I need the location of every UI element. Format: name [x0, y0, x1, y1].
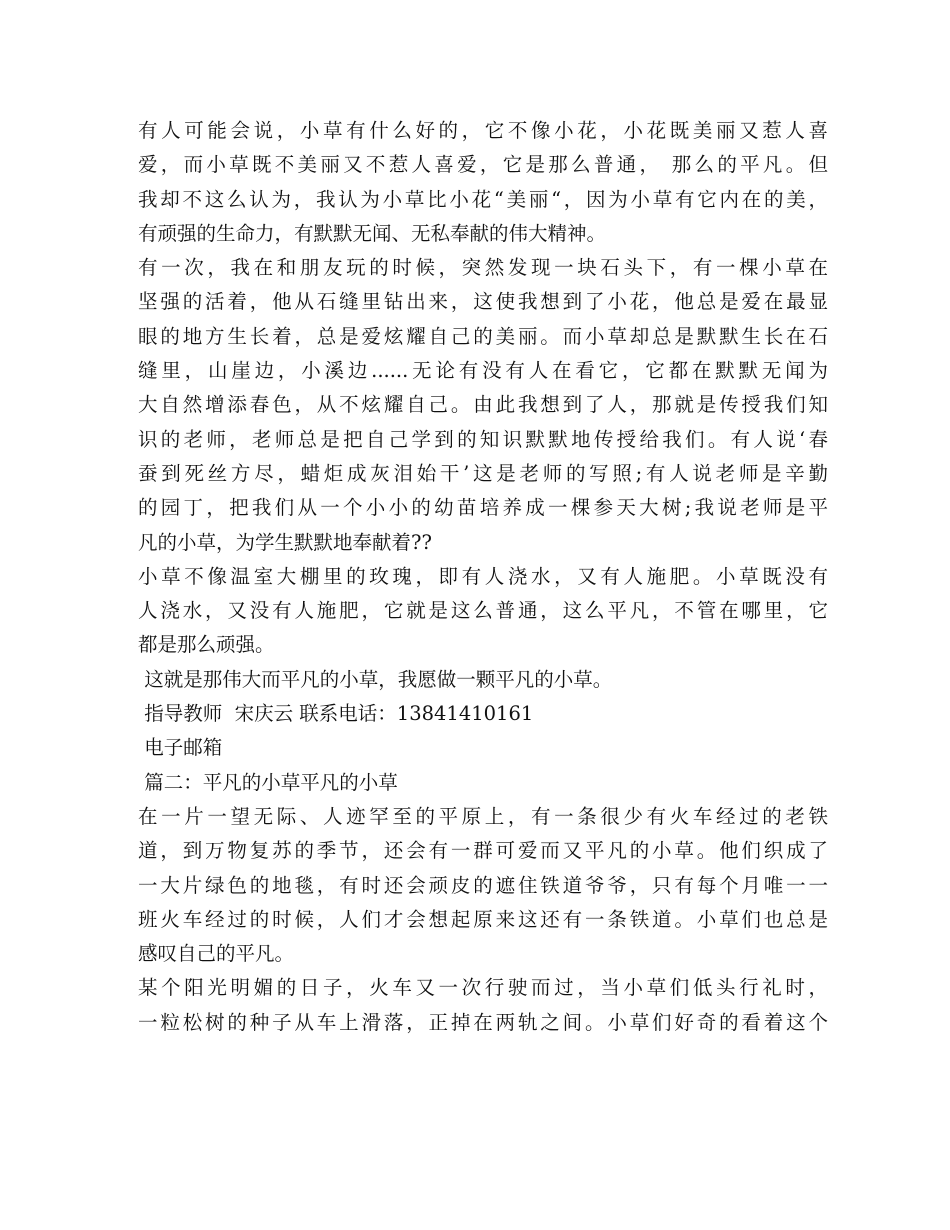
text-line: 在一片一望无际、人迹罕至的平原上，有一条很少有火车经过的老铁: [138, 804, 828, 828]
document-body: [138, 114, 828, 1040]
text-line: 班火车经过的时候，人们才会想起原来这还有一条铁道。小草们也总是: [138, 907, 828, 931]
text-line: 有一次，我在和朋友玩的时候，突然发现一块石头下，有一棵小草在: [138, 256, 828, 280]
text-line: 这就是那伟大而平凡的小草，我愿做一颗平凡的小草。: [138, 667, 613, 691]
text-line: 道，到万物复苏的季节，还会有一群可爱而又平凡的小草。他们织成了: [138, 839, 828, 863]
text-line: 某个阳光明媚的日子，火车又一次行驶而过，当小草们低头行礼时，: [138, 976, 828, 1000]
text-line: 都是那么顽强。: [138, 633, 275, 657]
text-line: 人浇水，又没有人施肥，它就是这么普通，这么平凡，不管在哪里，它: [138, 599, 828, 623]
text-line: 蚕到死丝方尽，蜡炬成灰泪始干’这是老师的写照;有人说老师是辛勤: [138, 461, 828, 485]
section-heading: 篇二：平凡的小草平凡的小草: [138, 770, 398, 794]
text-line: 小草不像温室大棚里的玫瑰，即有人浇水，又有人施肥。小草既没有: [138, 564, 828, 588]
text-line: 有顽强的生命力，有默默无闻、无私奉献的伟大精神。: [138, 221, 607, 245]
text-line: 指导教师 宋庆云 联系电话：13841410161: [138, 702, 534, 726]
text-line: 我却不这么认为，我认为小草比小花“美丽“，因为小草有它内在的美，: [138, 187, 828, 211]
text-line: 一粒松树的种子从车上滑落，正掉在两轨之间。小草们好奇的看着这个: [138, 1010, 828, 1034]
text-line: 坚强的活着，他从石缝里钻出来，这使我想到了小花，他总是爱在最显: [138, 290, 828, 314]
text-line: 电子邮箱: [138, 736, 223, 760]
text-line: 的园丁，把我们从一个小小的幼苗培养成一棵参天大树;我说老师是平: [138, 496, 828, 520]
text-line: 凡的小草，为学生默默地奉献着??: [138, 530, 432, 554]
text-line: 爱，而小草既不美丽又不惹人喜爱，它是那么普通， 那么的平凡。但: [138, 153, 828, 177]
text-line: 大自然增添春色，从不炫耀自己。由此我想到了人，那就是传授我们知: [138, 393, 828, 417]
text-line: 缝里，山崖边，小溪边......无论有没有人在看它，它都在默默无闻为: [138, 359, 828, 383]
text-line: 识的老师，老师总是把自己学到的知识默默地传授给我们。有人说‘春: [138, 427, 828, 451]
text-line: 有人可能会说，小草有什么好的，它不像小花，小花既美丽又惹人喜: [138, 119, 828, 142]
text-line: 感叹自己的平凡。: [138, 942, 295, 966]
text-line: 眼的地方生长着，总是爱炫耀自己的美丽。而小草却总是默默生长在石: [138, 324, 828, 348]
text-line: 一大片绿色的地毯，有时还会顽皮的遮住铁道爷爷，只有每个月唯一一: [138, 873, 828, 897]
